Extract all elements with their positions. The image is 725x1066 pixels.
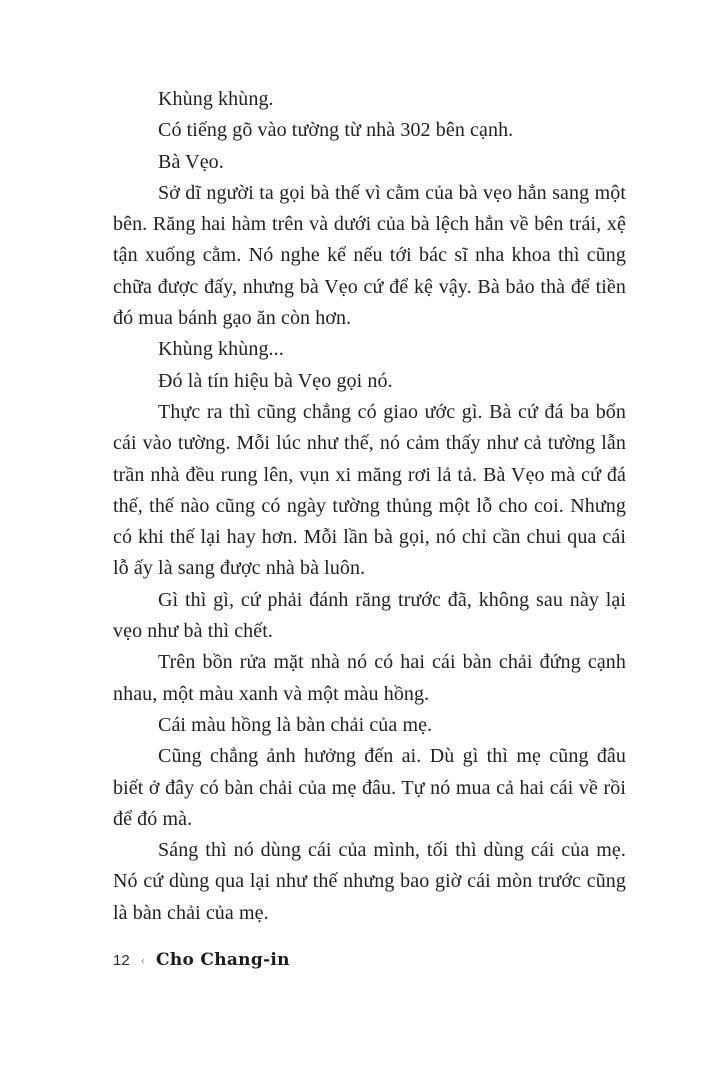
paragraph: Cái màu hồng là bàn chải của mẹ. — [158, 713, 433, 736]
paragraph: Sáng thì nó dùng cái của mình, tối thì dùng cái của mẹ. Nó cứ dùng qua lại như thế nhưng bao giờ cái mòn trước cũng là bàn chải của mẹ. — [113, 839, 626, 924]
paragraph: Đó là tín hiệu bà Vẹo gọi nó. — [158, 369, 393, 392]
paragraph: Cũng chẳng ảnh hưởng đến ai. Dù gì thì mẹ cũng đâu biết ở đây có bàn chải của mẹ đâu. Tự nó mua cả hai cái về rồi để đó mà. — [113, 745, 626, 830]
paragraph: Khùng khùng... — [158, 338, 284, 361]
body-text — [113, 84, 626, 929]
footer-separator-icon: ‹ — [140, 952, 146, 967]
paragraph: Trên bồn rửa mặt nhà nó có hai cái bàn chải đứng cạnh nhau, một màu xanh và một màu hồng. — [113, 651, 626, 705]
author-name: Cho Chang-in — [156, 950, 290, 970]
page-footer — [113, 950, 290, 970]
paragraph: Sở dĩ người ta gọi bà thế vì cằm của bà vẹo hẳn sang một bên. Răng hai hàm trên và dưới của bà lệch hẳn về bên trái, xệ tận xuống cằm. Nó nghe kể nếu tới bác sĩ nha khoa thì cũng chữa được đấy, nhưng bà Vẹo cứ để kệ vậy. Bà bảo thà để tiền đó mua bánh gạo ăn còn hơn. — [113, 181, 626, 330]
page-number: 12 — [113, 952, 130, 969]
paragraph: Bà Vẹo. — [158, 150, 224, 173]
paragraph: Khùng khùng. — [158, 88, 274, 110]
paragraph: Thực ra thì cũng chẳng có giao ước gì. Bà cứ đá ba bốn cái vào tường. Mỗi lúc như thế, nó cảm thấy như cả tường lẫn trần nhà đều rung lên, vụn xi măng rơi lả tả. Bà Vẹo mà cứ đá thế, thế nào cũng có ngày tường thủng một lỗ cho coi. Nhưng có khi thế lại hay hơn. Mỗi lần bà gọi, nó chỉ cần chui qua cái lỗ ấy là sang được nhà bà luôn. — [113, 400, 626, 580]
paragraph: Gì thì gì, cứ phải đánh răng trước đã, không sau này lại vẹo như bà thì chết. — [113, 588, 626, 643]
paragraph: Có tiếng gõ vào tường từ nhà 302 bên cạnh. — [158, 119, 514, 142]
